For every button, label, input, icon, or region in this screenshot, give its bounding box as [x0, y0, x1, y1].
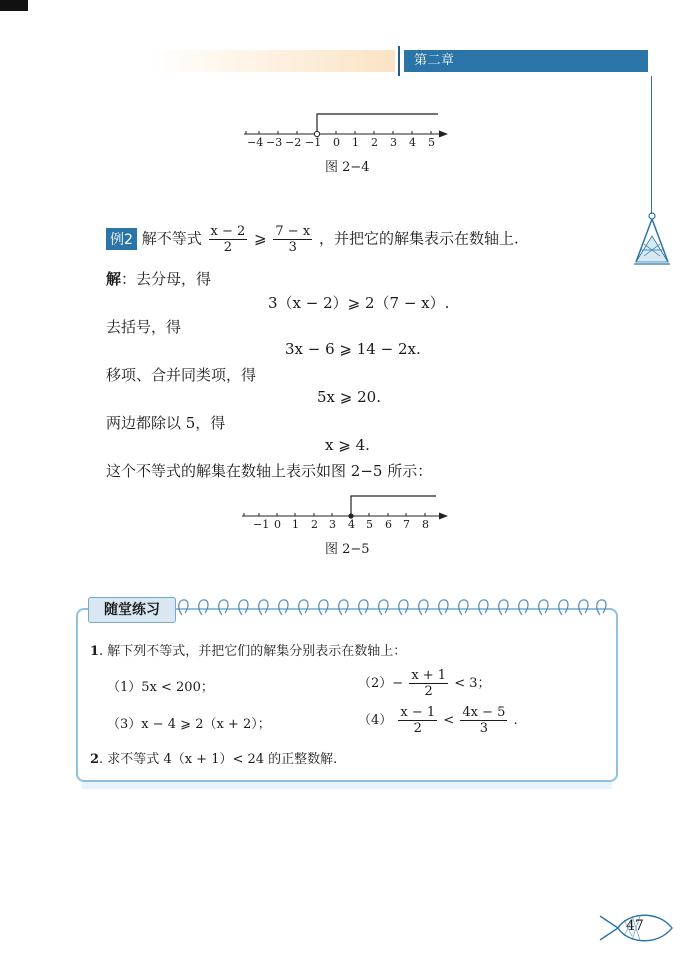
item-suffix: < 3； — [454, 676, 491, 691]
fraction-numerator: x + 1 — [411, 668, 447, 683]
fraction-numerator: 4x − 5 — [462, 705, 506, 720]
spiral-binding-icon — [176, 597, 608, 623]
tick-label: 3 — [329, 518, 336, 531]
question-number: 1 — [90, 644, 100, 659]
page-number-badge — [598, 908, 676, 948]
step-text: ：去分母，得 — [121, 270, 212, 288]
chapter-header — [404, 50, 648, 90]
tick-label: −2 — [285, 136, 302, 149]
item-suffix: . — [513, 713, 518, 728]
fraction-numerator: 7 − x — [275, 224, 311, 239]
equation-3: 5x ⩾ 20. — [317, 388, 381, 406]
relation-symbol: < — [443, 713, 455, 728]
tick-label: −3 — [266, 136, 283, 149]
figure-caption: 图 2−4 — [325, 160, 370, 175]
tick-label: 6 — [385, 518, 392, 531]
fraction-denominator: 3 — [479, 721, 489, 736]
tick-label: 5 — [366, 518, 373, 531]
page-number: 47 — [626, 918, 644, 934]
example-ask: ，并把它的解集表示在数轴上. — [318, 229, 519, 248]
item-prefix: （4） — [358, 713, 393, 728]
tick-label: 8 — [422, 518, 429, 531]
header-divider — [398, 46, 400, 76]
tick-label: 3 — [390, 136, 397, 149]
practice-item-4 — [358, 705, 518, 736]
fraction-denominator: 3 — [288, 240, 297, 255]
number-line-figure-2-5 — [238, 490, 450, 530]
fraction-numerator: x − 1 — [400, 705, 436, 720]
fraction-b — [273, 224, 312, 255]
question-text: . 求不等式 4（x + 1）< 24 的正整数解. — [99, 752, 338, 767]
tick-label: 1 — [352, 136, 359, 149]
question-text: . 解下列不等式，并把它们的解集分别表示在数轴上： — [99, 644, 407, 659]
equation-1: 3（x − 2）⩾ 2（7 − x）. — [268, 294, 450, 312]
practice-item-1: （1）5x < 200； — [107, 680, 214, 695]
solution-step-1 — [106, 268, 211, 289]
fraction-denominator: 2 — [223, 240, 233, 255]
fraction — [409, 668, 448, 699]
chapter-number: 第二章 — [414, 53, 455, 68]
tick-label: 7 — [403, 518, 410, 531]
compass-icon — [626, 210, 676, 270]
solution-label: 解 — [106, 270, 122, 288]
solution-conclusion: 这个不等式的解集在数轴上表示如图 2−5 所示： — [106, 462, 433, 480]
practice-item-3: （3）x − 4 ⩾ 2（x + 2）； — [107, 717, 271, 732]
item-prefix: （2）− — [358, 676, 404, 691]
fraction-denominator: 2 — [424, 684, 433, 699]
example-badge: 例2 — [106, 228, 137, 250]
tick-label: −1 — [253, 518, 270, 531]
tick-label: 2 — [371, 136, 378, 149]
solution-step-3: 移项、合并同类项，得 — [106, 366, 257, 384]
tick-label: 4 — [409, 136, 416, 149]
equation-2: 3x − 6 ⩾ 14 − 2x. — [285, 340, 421, 358]
question-number: 2 — [90, 752, 100, 767]
practice-question-2 — [90, 748, 337, 767]
fraction — [398, 705, 437, 736]
example-2-statement — [106, 224, 519, 255]
tick-label: 0 — [333, 136, 340, 149]
tick-label: 1 — [292, 518, 299, 531]
tick-label: 5 — [428, 136, 435, 149]
solution-step-4: 两边都除以 5，得 — [106, 414, 226, 432]
practice-item-2 — [358, 668, 491, 699]
margin-rule — [651, 76, 652, 214]
equation-4: x ⩾ 4. — [325, 436, 370, 454]
figure-caption: 图 2−5 — [325, 542, 370, 557]
fraction-numerator: x − 2 — [210, 224, 246, 239]
tick-label: −4 — [247, 136, 264, 149]
tick-label: 4 — [348, 518, 355, 531]
fraction-a — [209, 224, 248, 255]
example-intro: 解不等式 — [141, 229, 202, 248]
tick-label: 2 — [311, 518, 318, 531]
practice-title: 随堂练习 — [88, 597, 176, 623]
fraction-denominator: 2 — [413, 721, 422, 736]
corner-crop-mark — [0, 0, 28, 11]
tick-label: 0 — [274, 518, 281, 531]
chapter-title: 一元一次不等式与一元一次不等式组 — [420, 75, 637, 90]
tick-label: −1 — [305, 136, 322, 149]
fraction — [460, 705, 507, 736]
relation-symbol: ⩾ — [254, 229, 267, 248]
header-gradient-bar — [150, 50, 395, 72]
practice-question-1 — [90, 640, 406, 659]
solution-step-2: 去括号，得 — [106, 318, 182, 336]
